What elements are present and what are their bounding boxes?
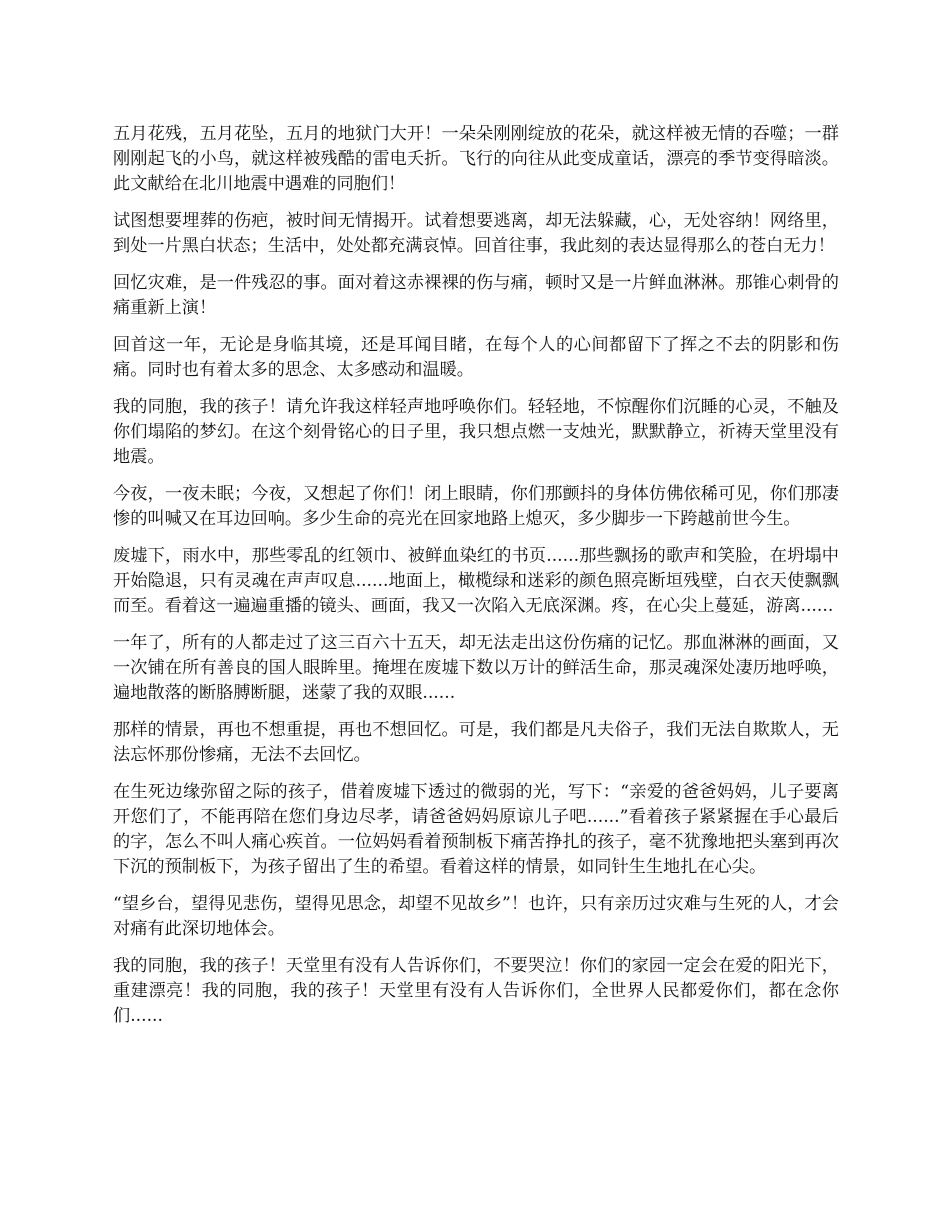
paragraph: “望乡台，望得见悲伤，望得见思念，却望不见故乡”！也许，只有亲历过灾难与生死的人，才会对痛有此深切地体会。 [113,894,839,939]
paragraph: 那样的情景，再也不想重提，再也不想回忆。可是，我们都是凡夫俗子，我们无法自欺欺人，无法忘怀那份惨痛，无法不去回忆。 [113,720,839,765]
paragraph: 回忆灾难，是一件残忍的事。面对着这赤裸裸的伤与痛，顿时又是一片鲜血淋淋。那锥心刺骨的痛重新上演！ [113,273,839,318]
paragraph: 废墟下，雨水中，那些零乱的红领巾、被鲜血染红的书页......那些飘扬的歌声和笑脸，在坍塌中开始隐退，只有灵魂在声声叹息......地面上，橄榄绿和迷彩的颜色照亮断垣残壁，白衣天使飘飘而至。看着这一遍遍重播的镜头、画面，我又一次陷入无底深渊。疼，在心尖上蔓延，游离...... [113,546,839,616]
paragraph: 试图想要埋葬的伤疤，被时间无情揭开。试着想要逃离，却无法躲藏，心，无处容纳！网络里，到处一片黑白状态；生活中，处处都充满哀悼。回首往事，我此刻的表达显得那么的苍白无力！ [113,211,839,256]
paragraph: 我的同胞，我的孩子！请允许我这样轻声地呼唤你们。轻轻地，不惊醒你们沉睡的心灵，不触及你们塌陷的梦幻。在这个刻骨铭心的日子里，我只想点燃一支烛光，默默静立，祈祷天堂里没有地震。 [113,397,839,467]
paragraph: 今夜，一夜未眠；今夜，又想起了你们！闭上眼睛，你们那颤抖的身体仿佛依稀可见，你们那凄惨的叫喊又在耳边回响。多少生命的亮光在回家地路上熄灭，多少脚步一下跨越前世今生。 [113,484,839,529]
paragraph: 我的同胞，我的孩子！天堂里有没有人告诉你们，不要哭泣！你们的家园一定会在爱的阳光下，重建漂亮！我的同胞，我的孩子！天堂里有没有人告诉你们，全世界人民都爱你们，都在念你们...... [113,956,839,1026]
paragraph: 五月花残，五月花坠，五月的地狱门大开！一朵朵刚刚绽放的花朵，就这样被无情的吞噬；一群刚刚起飞的小鸟，就这样被残酷的雷电夭折。飞行的向往从此变成童话，漂亮的季节变得暗淡。此文献给在北川地震中遇难的同胞们！ [113,124,839,194]
paragraph: 在生死边缘弥留之际的孩子，借着废墟下透过的微弱的光，写下：“亲爱的爸爸妈妈，儿子要离开您们了，不能再陪在您们身边尽孝，请爸爸妈妈原谅儿子吧......”看着孩子紧紧握在手心最后的字，怎么不叫人痛心疾首。一位妈妈看着预制板下痛苦挣扎的孩子，毫不犹豫地把头塞到再次下沉的预制板下，为孩子留出了生的希望。看着这样的情景，如同针生生地扎在心尖。 [113,782,839,877]
paragraph: 回首这一年，无论是身临其境，还是耳闻目睹，在每个人的心间都留下了挥之不去的阴影和伤痛。同时也有着太多的思念、太多感动和温暖。 [113,335,839,380]
document-body [113,122,839,1041]
paragraph: 一年了，所有的人都走过了这三百六十五天，却无法走出这份伤痛的记忆。那血淋淋的画面，又一次铺在所有善良的国人眼眸里。掩埋在废墟下数以万计的鲜活生命，那灵魂深处凄历地呼唤，遍地散落的断胳膊断腿，迷蒙了我的双眼...... [113,633,839,703]
